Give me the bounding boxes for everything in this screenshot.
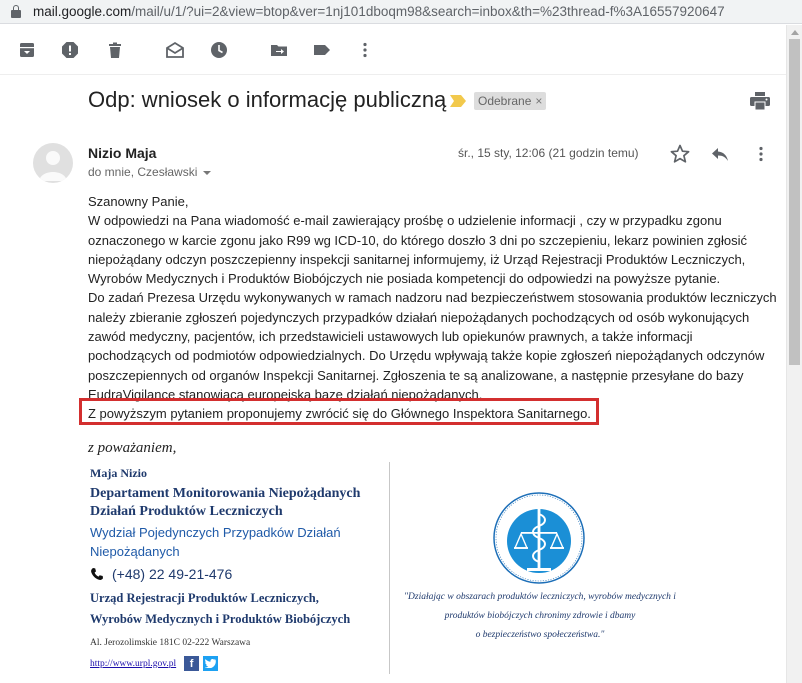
twitter-icon[interactable] [203, 656, 218, 671]
signature-name: Maja Nizio [90, 466, 147, 480]
person-icon [33, 143, 73, 183]
website-link[interactable]: http://www.urpl.gov.pl [90, 658, 177, 669]
labels-icon[interactable] [313, 41, 331, 59]
more-options-icon[interactable] [754, 146, 768, 162]
motto-line-3: o bezpieczeństwo społeczeństwa." [475, 630, 605, 640]
sender-avatar[interactable] [33, 143, 73, 183]
print-icon[interactable] [750, 92, 770, 110]
signature-phone[interactable]: (+48) 22 49-21-476 [112, 566, 233, 582]
body-paragraph-1: W odpowiedzi na Pana wiadomość e-mail zawierający prośbę o udzielenie informacji , czy w przypadku zgonu oznaczonego w karcie zgonu jako R99 wg ICD-10, do którego doszło 3 dni po szczepieniu, lekarz powinien zgłosić niepożądany odczyn poszczepienny inspekcji sanitarnej informujemy, iż Urząd Rejestracji Produktów Leczniczych, Wyrobów Medycznych i Produktów Biobójczych nie posiada kompetencji do odpowiedzi na powyższe pytanie. [88, 213, 748, 287]
signature-motto [395, 588, 685, 645]
signature-office-1: Urząd Rejestracji Produktów Leczniczych, [90, 591, 319, 605]
more-vert-icon[interactable] [356, 41, 374, 59]
recipients-line[interactable] [88, 165, 211, 179]
reply-icon[interactable] [711, 146, 729, 162]
signature-department-2: Działań Produktów Leczniczych [90, 504, 283, 519]
message-subject: Odp: wniosek o informację publiczną [88, 87, 447, 112]
url-text[interactable]: mail.google.com/mail/u/1/?ui=2&view=btop&ver=1nj101dboqm98&search=inbox&th=%23thread-f%3A16557920647 [33, 4, 725, 19]
recipients-text: do mnie, Czesławski [88, 165, 198, 179]
signature-department-1: Departament Monitorowania Niepożądanych [90, 486, 361, 501]
scroll-thumb[interactable] [789, 39, 800, 365]
sender-name[interactable]: Nizio Maja [88, 145, 157, 161]
toolbar-divider [0, 74, 786, 75]
body-paragraph-2: Do zadań Prezesa Urzędu wykonywanych w ramach nadzoru nad bezpieczeństwem stosowania produktów leczniczych należy zbieranie zgłoszeń pojedynczych przypadków działań niepożądanych pochodzących od osób wykonujących zawód medyczny, pacjentów, ich przedstawicieli ustawowych lub opiekunów prawnych, a także informacji pochodzących od podmiotów odpowiedzialnych. Do Urzędu wpływają także kopie zgłoszeń niepożądanych odczynów poszczepiennych od organów Inspekcji Sanitarnej. Zgłoszenia te są analizowane, a następnie przesyłane do bazy EudraVigilance stanowiącą europejską bazę działań niepożądanych. [88, 290, 777, 402]
remove-label-icon[interactable]: × [535, 94, 543, 108]
signature-links [90, 656, 380, 671]
label-text: Odebrane [478, 94, 532, 108]
star-icon[interactable] [670, 144, 690, 164]
signature-block [90, 466, 380, 671]
message-toolbar [0, 25, 786, 75]
phone-icon [90, 567, 104, 581]
delete-icon[interactable] [106, 41, 124, 59]
closing-regards: z poważaniem, [88, 440, 177, 456]
urpl-seal-logo-icon [493, 492, 585, 584]
signature-divider [389, 462, 390, 674]
scrollbar[interactable] [786, 25, 802, 683]
signature-phone-row [90, 566, 380, 582]
greeting: Szanowny Panie, [88, 194, 189, 209]
red-highlight-box [79, 398, 599, 425]
importance-marker-icon[interactable] [450, 95, 466, 107]
signature-office-2: Wyrobów Medycznych i Produktów Biobójczych [90, 612, 351, 626]
motto-line-2: produktów biobójczych chronimy zdrowie i dbamy [444, 611, 636, 621]
snooze-icon[interactable] [210, 41, 228, 59]
inbox-label-chip[interactable] [474, 92, 546, 110]
signature-division-1: Wydział Pojedynczych Przypadków Działań [90, 525, 341, 540]
scroll-up-arrow-icon[interactable] [791, 30, 799, 35]
motto-line-1: "Działając w obszarach produktów leczniczych, wyrobów medycznych i [404, 592, 676, 602]
lock-icon[interactable] [11, 5, 21, 18]
social-icons [184, 656, 218, 671]
message-body [88, 192, 778, 424]
highlighted-sentence: Z powyższym pytaniem proponujemy zwrócić się do Głównego Inspektora Sanitarnego. [88, 406, 591, 422]
signature-address: Al. Jerozolimskie 181C 02-222 Warszawa [90, 638, 251, 648]
move-to-icon[interactable] [270, 41, 288, 59]
address-bar[interactable] [0, 0, 802, 24]
archive-icon[interactable] [18, 41, 36, 59]
facebook-icon[interactable]: f [184, 656, 199, 671]
mark-unread-icon[interactable] [166, 41, 184, 59]
show-details-icon[interactable] [203, 171, 211, 175]
report-spam-icon[interactable] [61, 41, 79, 59]
signature-division-2: Niepożądanych [90, 544, 180, 559]
message-date: śr., 15 sty, 12:06 (21 godzin temu) [458, 146, 639, 160]
